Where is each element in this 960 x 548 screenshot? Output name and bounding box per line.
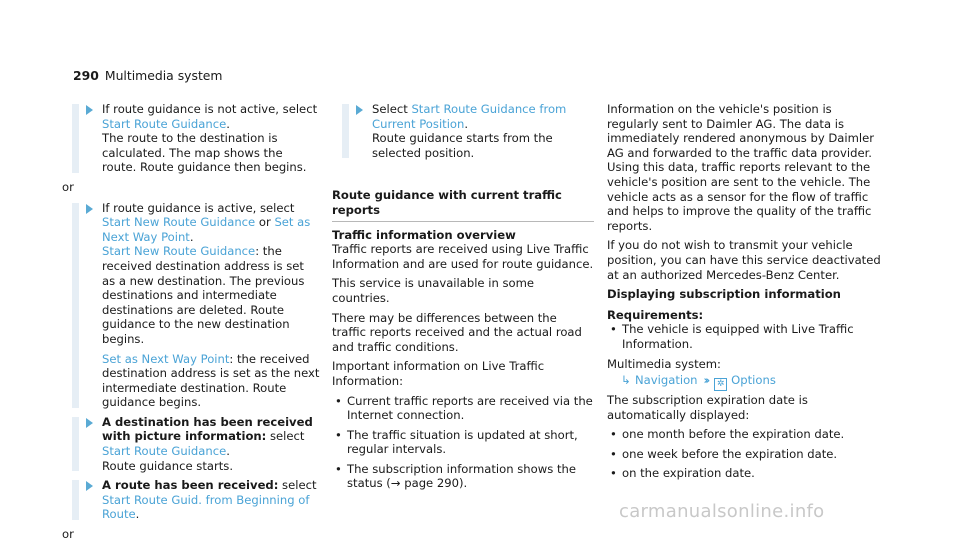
watermark: carmanualsonline.info bbox=[619, 501, 825, 522]
step-arrow-icon bbox=[86, 105, 93, 115]
step-start-from-current-position: Select Start Route Guidance from Current Position. Route guidance starts from the selected position. bbox=[342, 102, 594, 160]
step-arrow-icon bbox=[86, 481, 93, 491]
navigation-link[interactable]: Navigation bbox=[635, 373, 698, 388]
paragraph: If you do not wish to transmit your vehicle position, you can have this service deactivated at an authorized Mercedes-Benz Center. bbox=[607, 238, 881, 282]
requirements-list bbox=[607, 322, 885, 351]
return-arrow-icon: ↳ bbox=[621, 373, 631, 388]
start-route-guidance-link-2[interactable]: Start Route Guidance bbox=[102, 444, 227, 459]
start-route-guidance-link[interactable]: Start Route Guidance bbox=[102, 116, 227, 131]
subheading-subscription: Displaying subscription information bbox=[607, 287, 841, 302]
list-item: • The traffic situation is updated at short, regular intervals. bbox=[332, 428, 594, 457]
list-item: • The vehicle is equipped with Live Traffic Information. bbox=[607, 322, 885, 351]
paragraph: This service is unavailable in some countries. bbox=[332, 276, 535, 305]
subheading-traffic-overview: Traffic information overview bbox=[332, 227, 516, 242]
gear-icon: ✲ bbox=[714, 378, 727, 391]
list-item: • The subscription information shows the status (→ page 290). bbox=[332, 462, 594, 491]
step-destination-with-picture: A destination has been received with picture information: select Start Route Guidance. Route guidance starts. bbox=[72, 415, 320, 473]
step-arrow-icon bbox=[86, 204, 93, 214]
requirements-label: Requirements: bbox=[607, 307, 704, 322]
column-left bbox=[62, 102, 320, 548]
column-middle bbox=[332, 102, 594, 496]
start-new-route-guidance-term[interactable]: Start New Route Guidance bbox=[102, 244, 256, 259]
page-header bbox=[73, 69, 223, 84]
page-number: 290 bbox=[73, 68, 99, 83]
double-chevron-icon: ›› bbox=[703, 373, 709, 388]
system-label: Multimedia system: bbox=[607, 356, 721, 371]
start-new-route-guidance-link[interactable]: Start New Route Guidance bbox=[102, 215, 256, 230]
step-start-route-guidance: If route guidance is not active, select Start Route Guidance. The route to the destination is calculated. The map shows the route. Route guidance then begins. bbox=[72, 102, 320, 175]
set-as-next-way-point-term[interactable]: Set as Next Way Point bbox=[102, 351, 230, 366]
section-heading-traffic-reports: Route guidance with current traffic reports bbox=[332, 188, 594, 221]
paragraph: There may be differences between the traffic reports received and the actual road and traffic conditions. bbox=[332, 310, 582, 354]
expiration-list bbox=[607, 427, 885, 481]
options-link[interactable]: Options bbox=[731, 373, 776, 388]
step-arrow-icon bbox=[356, 105, 363, 115]
start-from-current-position-link[interactable]: Start Route Guidance from Current Position bbox=[372, 102, 567, 131]
paragraph: Traffic reports are received using Live Traffic Information and are used for route guidance. bbox=[332, 242, 594, 271]
paragraph: Important information on Live Traffic Information: bbox=[332, 359, 545, 388]
step-route-guidance-active: If route guidance is active, select Start New Route Guidance or Set as Next Way Point. Start New Route Guidance: the received destination address is set as a new destination. The previous destinations and intermediate destinations are deleted. Route guidance to the new destination begins. Set as Next Way Point: the received destination address is set as the next intermediate destination. Route guidance begins. bbox=[72, 201, 320, 410]
step-route-received: A route has been received: select Start Route Guid. from Beginning of Route. bbox=[72, 478, 320, 522]
list-item: • one month before the expiration date. bbox=[607, 427, 885, 442]
or-separator: or bbox=[62, 527, 74, 542]
section-title: Multimedia system bbox=[104, 68, 223, 83]
list-item: • on the expiration date. bbox=[607, 466, 885, 481]
set-as-next-way-point-link[interactable]: Set as Next Way Point bbox=[102, 215, 311, 244]
traffic-info-list bbox=[332, 394, 594, 492]
column-right bbox=[607, 102, 885, 486]
start-route-guid-from-beginning-link[interactable]: Start Route Guid. from Beginning of Route bbox=[102, 492, 310, 522]
or-separator: or bbox=[62, 179, 74, 194]
menu-path bbox=[607, 373, 885, 391]
step-arrow-icon bbox=[86, 418, 93, 428]
list-item: • one week before the expiration date. bbox=[607, 447, 885, 462]
list-item: • Current traffic reports are received via the Internet connection. bbox=[332, 394, 594, 423]
paragraph: The subscription expiration date is automatically displayed: bbox=[607, 393, 808, 422]
paragraph: Information on the vehicle's position is regularly sent to Daimler AG. The data is immediately rendered anonymous by Daimler AG and forwarded to the traffic data provider. Using this data, traffic reports relevant to the vehicle's position are sent to the vehicle. The vehicle acts as a sensor for the flow of traffic and helps to improve the quality of the traffic reports. bbox=[607, 102, 875, 233]
